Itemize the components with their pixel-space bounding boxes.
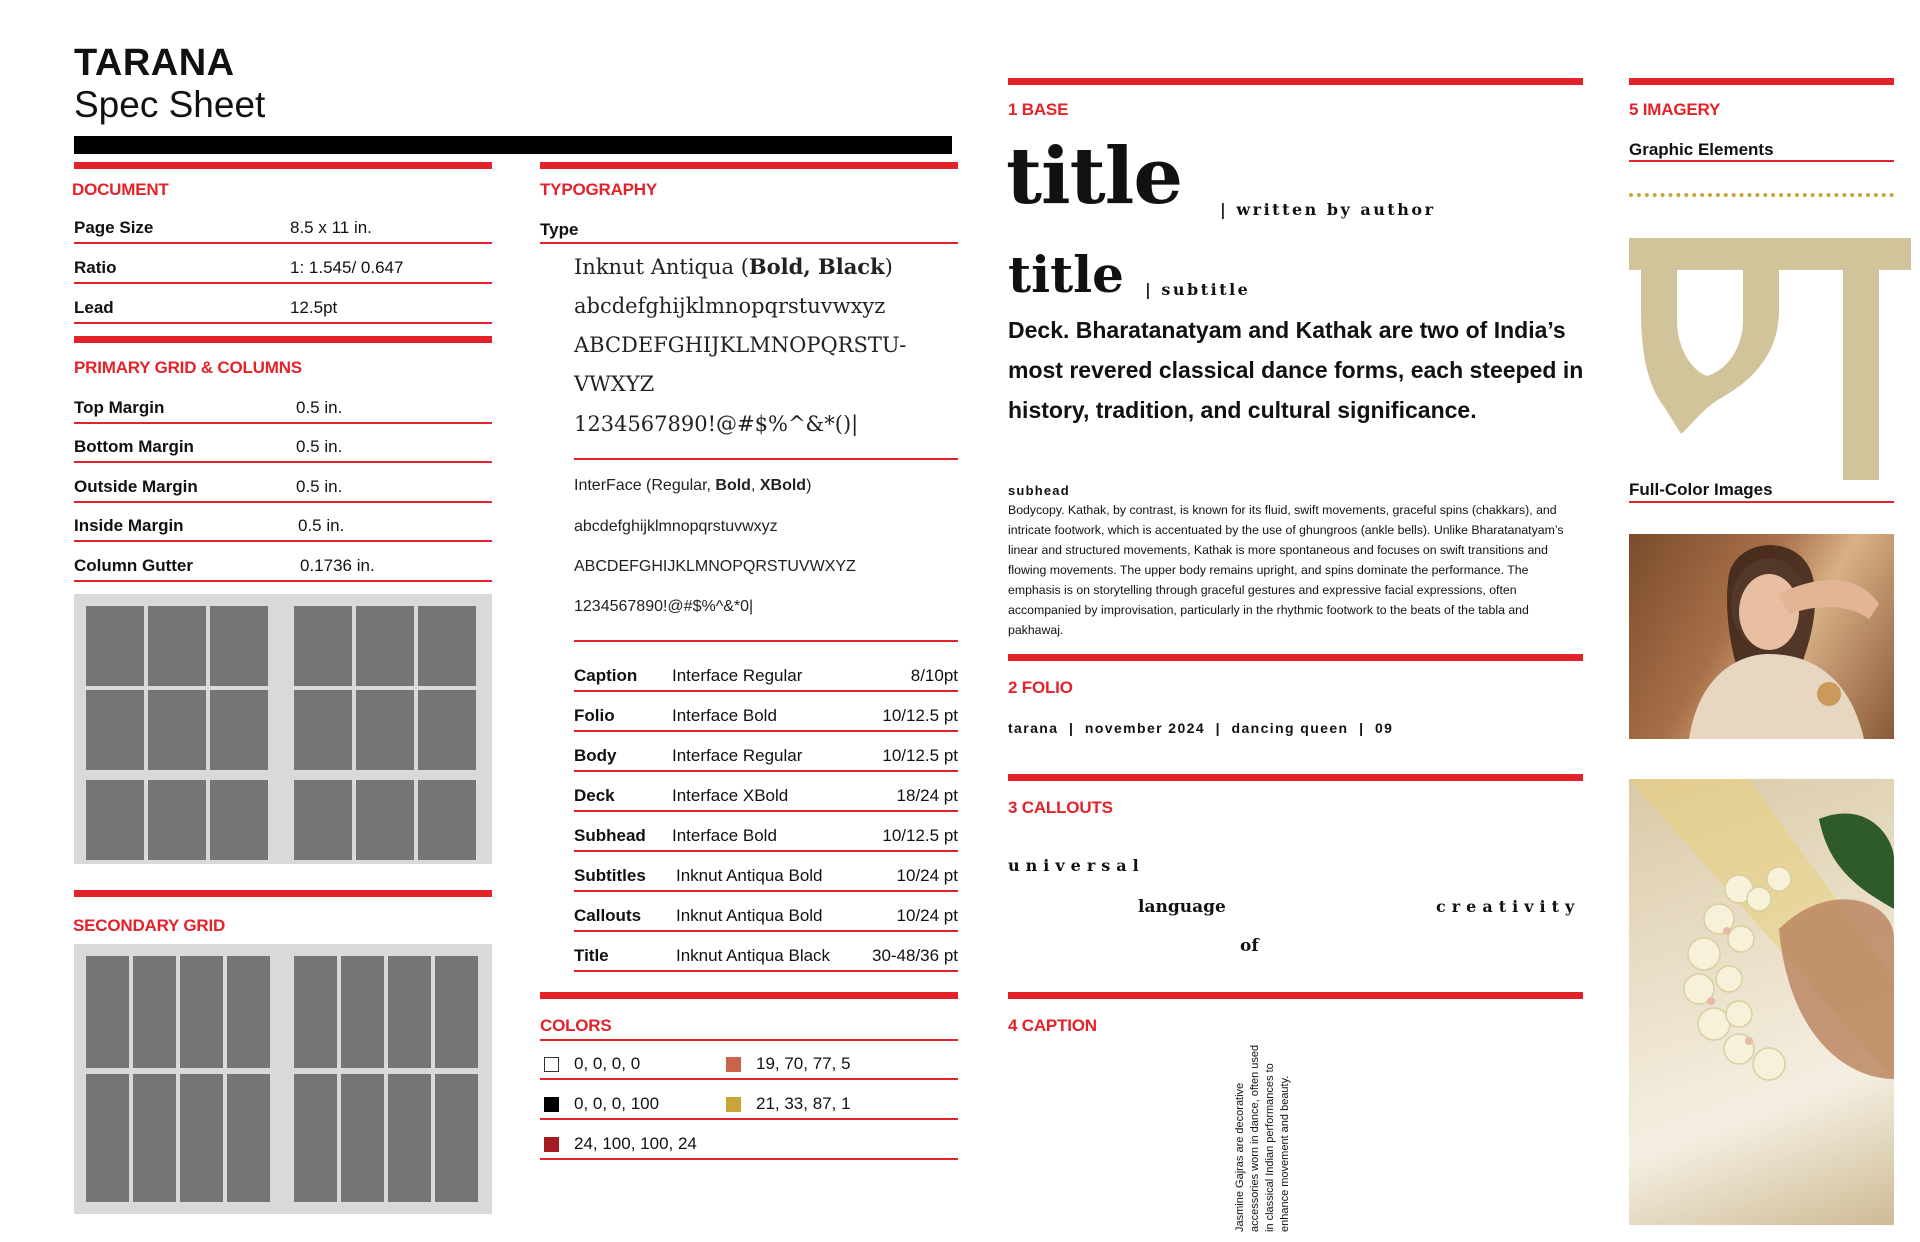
divider: [540, 1118, 958, 1120]
type-spec-row: [574, 850, 958, 892]
callout-word-universal: universal: [1008, 856, 1145, 875]
spec-row: [74, 540, 492, 582]
divider: [1629, 78, 1894, 85]
color-swatch: [726, 1097, 741, 1112]
divider: [540, 162, 958, 169]
type-style-name: Title: [574, 946, 609, 965]
type-font-name: Interface Bold: [672, 826, 777, 845]
grid-cell: [86, 606, 144, 686]
devanagari-letter-graphic: [1629, 238, 1911, 480]
section-heading-folio: 2 FOLIO: [1008, 678, 1073, 697]
section-heading-document: DOCUMENT: [72, 180, 169, 199]
section-heading-callouts: 3 CALLOUTS: [1008, 798, 1113, 817]
type-font-name: Interface Regular: [672, 666, 803, 685]
spec-row: [74, 242, 492, 284]
grid-cell: [341, 1074, 384, 1202]
section-heading-primary-grid: PRIMARY GRID & COLUMNS: [74, 358, 302, 377]
grid-cell: [148, 780, 206, 860]
type-font-name: Inknut Antiqua Bold: [676, 866, 823, 885]
grid-cell: [148, 690, 206, 770]
grid-cell: [210, 780, 268, 860]
dancer-photo: [1629, 534, 1894, 739]
spec-row: [74, 282, 492, 324]
type-size: 10/24 pt: [896, 866, 958, 885]
serif-uppercase-cont: VWXYZ: [574, 372, 655, 396]
full-color-images-label: Full-Color Images: [1629, 480, 1773, 499]
type-font-name: Inknut Antiqua Bold: [676, 906, 823, 925]
spec-row: [74, 202, 492, 244]
type-size: 10/12.5 pt: [882, 746, 958, 765]
sample-title-medium: title: [1008, 245, 1124, 304]
sample-caption: Jasmine Gajras are decorative accessories worn in dance, often used in classical Indian performances to enhance movement and beauty.: [1234, 1044, 1291, 1232]
brand-subtitle: Spec Sheet: [74, 84, 266, 125]
jasmine-gajra-photo: [1629, 779, 1894, 1225]
sans-font-name: InterFace (Regular, Bold, XBold): [574, 477, 812, 494]
grid-cell: [294, 1074, 337, 1202]
type-size: 30-48/36 pt: [871, 946, 958, 965]
spec-value: 0.5 in.: [296, 437, 343, 456]
type-size: 10/12.5 pt: [882, 706, 958, 725]
grid-cell: [418, 606, 476, 686]
color-swatch: [544, 1057, 559, 1072]
grid-cell: [86, 956, 129, 1068]
type-font-name: Interface Regular: [672, 746, 803, 765]
divider: [1629, 160, 1894, 162]
grid-cell: [388, 1074, 431, 1202]
section-heading-typography: TYPOGRAPHY: [540, 180, 658, 199]
grid-cell: [356, 606, 414, 686]
serif-uppercase: ABCDEFGHIJKLMNOPQRSTU-: [574, 333, 907, 357]
spec-value: 0.5 in.: [296, 477, 343, 496]
grid-cell: [418, 780, 476, 860]
type-font-name: Interface Bold: [672, 706, 777, 725]
divider: [540, 992, 958, 999]
spec-row: [74, 421, 492, 463]
divider: [74, 890, 492, 897]
grid-cell: [294, 780, 352, 860]
grid-cell: [86, 1074, 129, 1202]
grid-cell: [341, 956, 384, 1068]
divider: [574, 640, 958, 642]
grid-cell: [418, 690, 476, 770]
divider: [1008, 654, 1583, 661]
grid-cell: [133, 956, 176, 1068]
color-value: 0, 0, 0, 0: [574, 1054, 641, 1073]
serif-lowercase: abcdefghijklmnopqrstuvwxyz: [574, 294, 886, 318]
sample-title-large: title: [1006, 131, 1182, 222]
header-rule: [74, 136, 952, 154]
brand-title: TARANA: [74, 42, 235, 84]
type-spec-row: [574, 890, 958, 932]
grid-cell: [356, 780, 414, 860]
sans-lowercase: abcdefghijklmnopqrstuvwxyz: [574, 518, 778, 535]
grid-cell: [180, 956, 223, 1068]
section-heading-caption: 4 CAPTION: [1008, 1016, 1097, 1035]
sample-body-copy: Bodycopy. Kathak, by contrast, is known for its fluid, swift movements, graceful spins (chakkars), and intricate footwork, which is accentuated by the use of ghungroos (ankle bells). Unlike Bharatanatyam’s linear and structured movements, Kathak is more spontaneous and focuses on swift transitions and flowing movements. The upper body remains upright, and spins dominate the performance. The emphasis is on storytelling through graceful gestures and expressive facial expressions, often accompanied by improvisation, particularly in the rhythmic footwork to the beats of the tabla and pakhawaj.: [1008, 503, 1564, 637]
grid-cell: [227, 1074, 270, 1202]
divider: [540, 1039, 958, 1041]
divider: [1008, 992, 1583, 999]
divider: [1008, 774, 1583, 781]
grid-cell: [294, 956, 337, 1068]
type-font-name: Interface XBold: [672, 786, 789, 805]
grid-cell: [210, 690, 268, 770]
spec-value: 0.1736 in.: [300, 556, 375, 575]
sample-deck: Deck. Bharatanatyam and Kathak are two of India’s most revered classical dance forms, each steeped in history, tradition, and cultural significance.: [1008, 317, 1584, 423]
type-spec-row: [574, 650, 958, 692]
secondary-grid-diagram: [74, 944, 492, 1214]
type-spec-row: [574, 810, 958, 852]
grid-cell: [133, 1074, 176, 1202]
divider: [540, 1158, 958, 1160]
spec-value: 1: 1.545/ 0.647: [290, 258, 404, 277]
grid-cell: [86, 780, 144, 860]
serif-font-name: Inknut Antiqua (Bold, Black): [574, 254, 893, 279]
grid-cell: [294, 690, 352, 770]
type-font-name: Inknut Antiqua Black: [676, 946, 831, 965]
section-heading-secondary-grid: SECONDARY GRID: [73, 916, 226, 935]
serif-numerals: 1234567890!@#$%^&*()|: [574, 412, 859, 436]
spec-label: Top Margin: [74, 398, 165, 417]
spec-label: Column Gutter: [74, 556, 193, 575]
grid-cell: [180, 1074, 223, 1202]
divider: [74, 336, 492, 343]
section-heading-colors: COLORS: [540, 1016, 612, 1035]
spec-label: Ratio: [74, 258, 117, 277]
sample-subhead: subhead: [1008, 483, 1070, 498]
type-style-name: Caption: [574, 666, 638, 685]
type-spec-row: [574, 690, 958, 732]
grid-cell: [227, 956, 270, 1068]
grid-cell: [210, 606, 268, 686]
spec-value: 0.5 in.: [298, 516, 345, 535]
spec-row: [74, 382, 492, 424]
type-style-name: Deck: [574, 786, 615, 805]
section-heading-imagery: 5 IMAGERY: [1629, 100, 1721, 119]
callout-word-creativity: creativity: [1436, 897, 1581, 916]
type-spec-row: [574, 770, 958, 812]
primary-grid-diagram: [74, 594, 492, 864]
color-swatch: [544, 1137, 559, 1152]
graphic-elements-label: Graphic Elements: [1629, 140, 1774, 159]
spec-label: Outside Margin: [74, 477, 198, 496]
color-value: 24, 100, 100, 24: [574, 1134, 697, 1153]
grid-cell: [388, 956, 431, 1068]
color-value: 21, 33, 87, 1: [756, 1094, 851, 1113]
color-value: 19, 70, 77, 5: [756, 1054, 851, 1073]
grid-cell: [148, 606, 206, 686]
spec-label: Page Size: [74, 218, 154, 237]
sample-folio: tarana | november 2024 | dancing queen | 09: [1008, 720, 1394, 736]
type-style-name: Body: [574, 746, 617, 765]
grid-cell: [435, 956, 478, 1068]
spec-row: [74, 461, 492, 503]
type-style-name: Folio: [574, 706, 615, 725]
type-spec-row: [574, 730, 958, 772]
type-size: 10/12.5 pt: [882, 826, 958, 845]
type-size: 8/10pt: [910, 666, 958, 685]
sans-numerals: 1234567890!@#$%^&*0|: [574, 598, 754, 615]
color-swatch: [544, 1097, 559, 1112]
spec-value: 8.5 x 11 in.: [290, 218, 372, 237]
spec-value: 0.5 in.: [296, 398, 343, 417]
sample-subtitle: | subtitle: [1145, 280, 1251, 299]
sample-byline: | written by author: [1220, 200, 1436, 219]
grid-cell: [294, 606, 352, 686]
spec-value: 12.5pt: [290, 298, 338, 317]
sans-uppercase: ABCDEFGHIJKLMNOPQRSTUVWXYZ: [574, 558, 856, 575]
spec-row: [74, 500, 492, 542]
type-style-name: Callouts: [574, 906, 642, 925]
callout-word-of: of: [1240, 936, 1259, 956]
type-label: Type: [540, 220, 579, 239]
divider: [540, 1078, 958, 1080]
type-style-name: Subtitles: [574, 866, 646, 885]
grid-cell: [86, 690, 144, 770]
divider: [1629, 501, 1894, 503]
divider: [1008, 78, 1583, 85]
divider: [74, 162, 492, 169]
type-size: 10/24 pt: [896, 906, 958, 925]
grid-cell: [356, 690, 414, 770]
type-style-name: Subhead: [574, 826, 646, 845]
grid-cell: [435, 1074, 478, 1202]
divider: [574, 458, 958, 460]
color-value: 0, 0, 0, 100: [574, 1094, 660, 1113]
type-spec-row: [574, 930, 958, 972]
section-heading-base: 1 BASE: [1008, 100, 1069, 119]
callout-word-language: language: [1138, 897, 1226, 917]
dotted-rule-graphic: [1629, 193, 1894, 197]
spec-label: Inside Margin: [74, 516, 184, 535]
divider: [540, 242, 958, 244]
spec-label: Bottom Margin: [74, 437, 194, 456]
spec-label: Lead: [74, 298, 114, 317]
color-swatch: [726, 1057, 741, 1072]
type-size: 18/24 pt: [896, 786, 958, 805]
